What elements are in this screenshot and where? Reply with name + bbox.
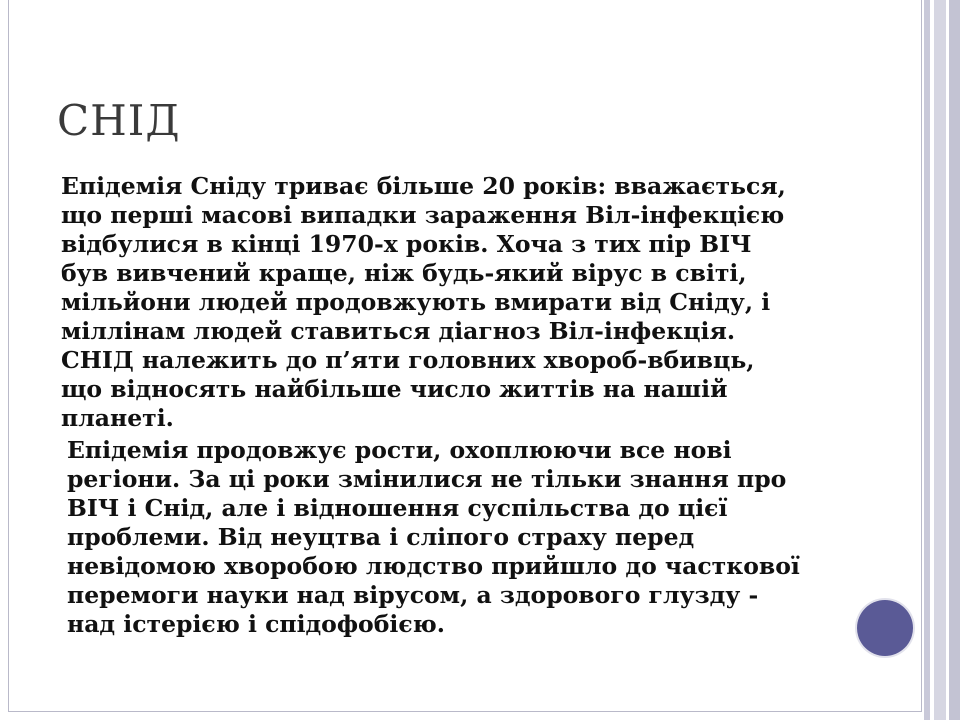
- text-line: міллінам людей ставиться діагноз Віл-інфекція.: [61, 317, 735, 345]
- decorative-circle: [857, 600, 913, 656]
- text-line: що перші масові випадки зараження Віл-інфекцією: [61, 201, 785, 229]
- text-line: був вивчений краще, ніж будь-який вірус в світі,: [61, 259, 747, 287]
- text-line: над істерією і спідофобією.: [67, 610, 445, 638]
- text-line: відбулися в кінці 1970-х років. Хоча з тих пір ВІЧ: [61, 230, 752, 258]
- text-line: регіони. За ці роки змінилися не тільки знання про: [67, 465, 787, 493]
- paragraph-2: [61, 436, 831, 639]
- text-line: перемоги науки над вірусом, а здорового глузду -: [67, 581, 759, 609]
- text-line: СНІД належить до п’яти головних хвороб-вбивць,: [61, 346, 755, 374]
- decorative-side-stripes: [922, 0, 960, 720]
- text-line: ВІЧ і Снід, але і відношення суспільства до цієї: [67, 494, 728, 522]
- slide-title: СНІД: [57, 96, 181, 145]
- text-line: що відносять найбільше число життів на нашій: [61, 375, 728, 403]
- text-line: планеті.: [61, 404, 174, 432]
- text-line: Епідемія Сніду триває більше 20 років: вважається,: [61, 172, 786, 200]
- text-line: невідомою хворобою людство прийшло до часткової: [67, 552, 800, 580]
- text-line: мільйони людей продовжують вмирати від Сніду, і: [61, 288, 771, 316]
- paragraph-1: [61, 172, 831, 433]
- text-line: проблеми. Від неуцтва і сліпого страху перед: [67, 523, 695, 551]
- text-line: Епідемія продовжує рости, охоплюючи все нові: [67, 436, 732, 464]
- slide-body: [61, 172, 831, 639]
